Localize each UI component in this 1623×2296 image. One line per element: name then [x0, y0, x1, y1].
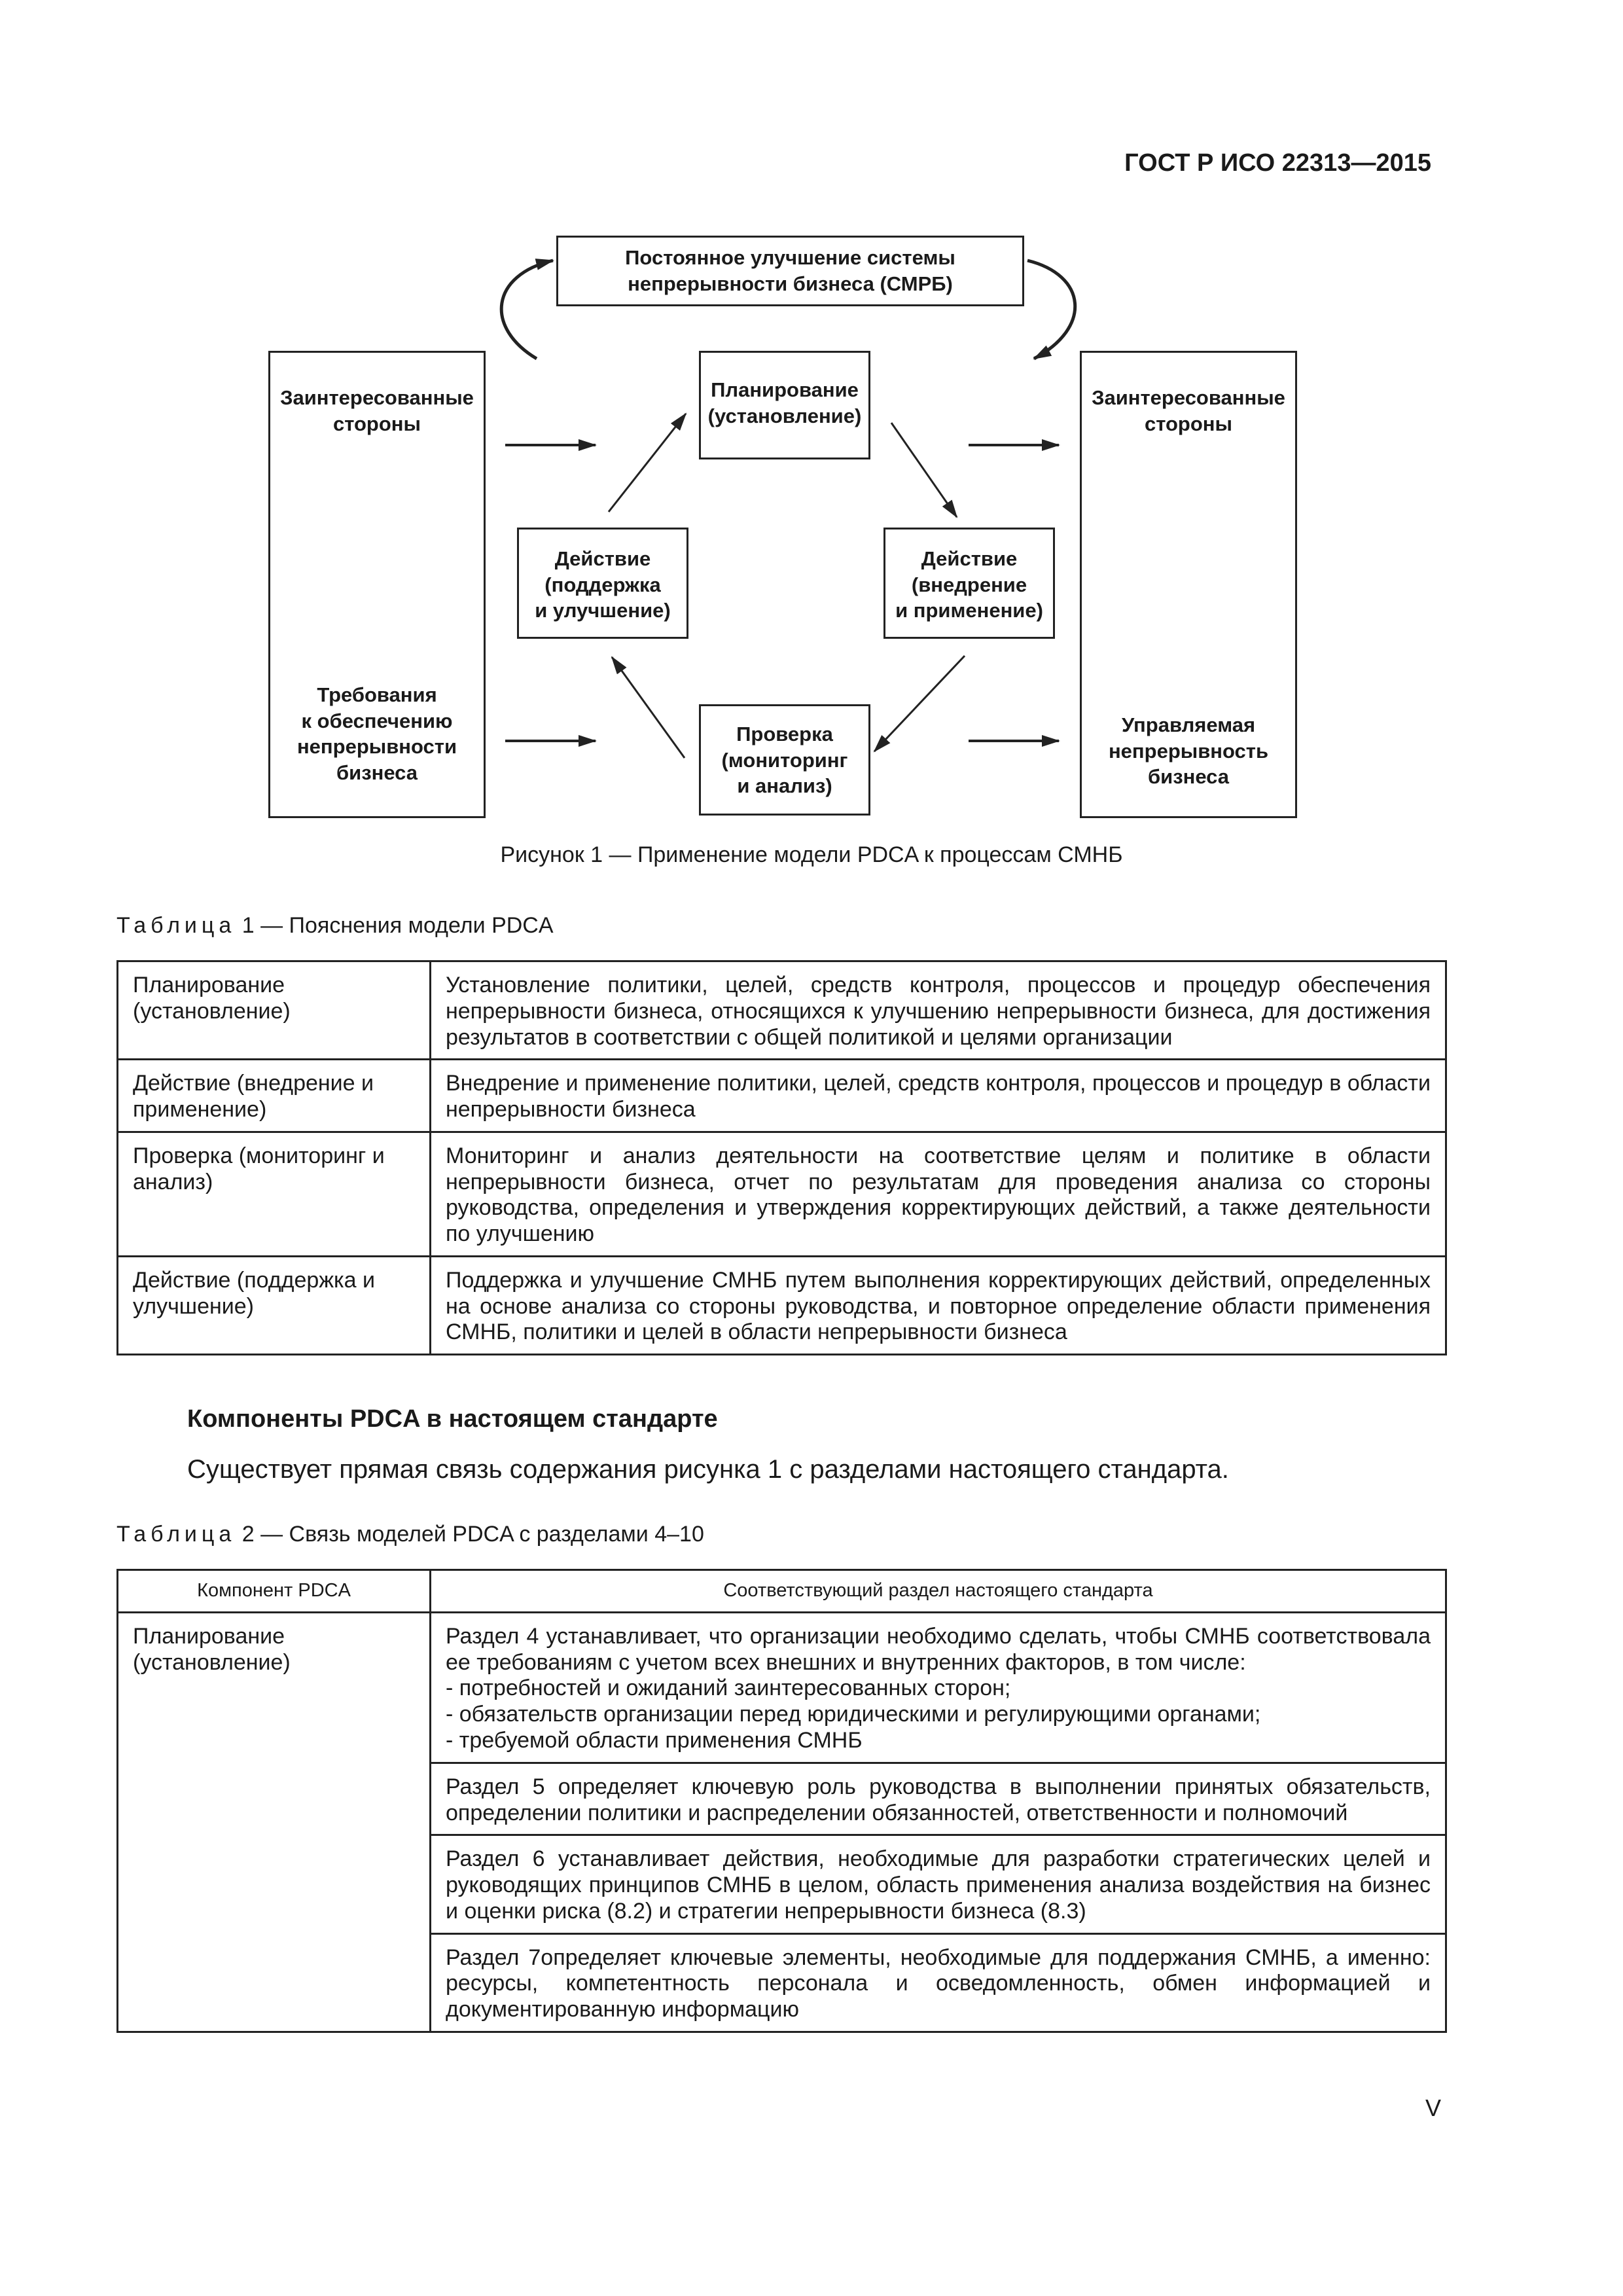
section-heading: Компоненты PDCA в настоящем стандарте: [187, 1405, 718, 1433]
table1-caption-prefix: Таблица: [116, 913, 236, 938]
list-item: - требуемой области применения СМНБ: [446, 1727, 863, 1753]
list-item: - потребностей и ожиданий заинтересованных сторон;: [446, 1676, 1011, 1701]
table1-caption: [116, 913, 554, 939]
table-row: [118, 1060, 1446, 1132]
document-code: ГОСТ Р ИСО 22313—2015: [1124, 149, 1431, 177]
do-label: Действие (внедрение и применение): [895, 547, 1043, 622]
table-row: [118, 1256, 1446, 1354]
table2-col2-header: Соответствующий раздел настоящего стандарта: [431, 1570, 1446, 1613]
table2-row4-cell: Раздел 7определяет ключевые элементы, необходимые для поддержания СМНБ, а именно: ресурсы, компетентность персонала и осведомленность, обмен информацией и документированную информацию: [431, 1933, 1446, 2032]
table2-caption-prefix: Таблица: [116, 1522, 236, 1547]
improvement-label: Постоянное улучшение системы непрерывности бизнеса (СМРБ): [625, 246, 955, 295]
left-top-label: Заинтересованные стороны: [280, 386, 474, 435]
act-label: Действие (поддержка и улучшение): [535, 547, 671, 622]
arrow-do-to-check: [874, 656, 965, 751]
arrow-check-to-act: [612, 657, 685, 758]
table-row: [118, 1132, 1446, 1256]
table1-term: Действие (поддержка и улучшение): [118, 1256, 431, 1354]
figure-caption: Рисунок 1 — Применение модели PDCA к процессам СМНБ: [500, 842, 1123, 867]
table1-term: Планирование (установление): [118, 961, 431, 1060]
plan-label: Планирование (установление): [707, 378, 862, 427]
table1-term: Проверка (мониторинг и анализ): [118, 1132, 431, 1256]
table-row: [118, 1612, 1446, 1763]
table1-desc: Установление политики, целей, средств контроля, процессов и процедур обеспечения непрерывности бизнеса, относящихся к улучшению непрерывности бизнеса, для достижения результатов в соответствии с общей политикой и целями организации: [431, 961, 1446, 1060]
table2-col1-header: Компонент PDCA: [118, 1570, 431, 1613]
table2-component: Планирование (установление): [118, 1612, 431, 2032]
table1: [116, 960, 1447, 1355]
table1-desc: Мониторинг и анализ деятельности на соответствие целям и политике в области непрерывности бизнеса, отчет по результатам для проведения анализа со стороны руководства, определения и утверждения корректирующих действий, а также деятельности по улучшению: [431, 1132, 1446, 1256]
left-bottom-label: Требования к обеспечению непрерывности бизнеса: [296, 683, 457, 785]
list-item: - обязательств организации перед юридическими и регулирующими органами;: [446, 1702, 1261, 1727]
table2-caption-rest: 2 — Связь моделей PDCA с разделами 4–10: [236, 1522, 704, 1547]
table2: [116, 1569, 1447, 2033]
page-number: V: [1425, 2094, 1441, 2121]
pdca-diagram: [0, 0, 1623, 851]
table2-caption: [116, 1522, 704, 1547]
table2-row2-cell: Раздел 5 определяет ключевую роль руководства в выполнении принятых обязательств, определении политики и распределении обязанностей, ответственности и полномочий: [431, 1763, 1446, 1835]
table2-row3-cell: Раздел 6 устанавливает действия, необходимые для разработки стратегических целей и руководящих принципов СМНБ в целом, область применения анализа воздействия на бизнес и оценки риска (8.2) и стратегии непрерывности бизнеса (8.3): [431, 1835, 1446, 1933]
curved-arrow-right: [1027, 260, 1075, 359]
table1-desc: Внедрение и применение политики, целей, средств контроля, процессов и процедур в области непрерывности бизнеса: [431, 1060, 1446, 1132]
table1-caption-rest: 1 — Пояснения модели PDCA: [236, 913, 554, 938]
right-top-label: Заинтересованные стороны: [1092, 386, 1285, 435]
table2-row1-cell: [431, 1612, 1446, 1763]
section-paragraph: Существует прямая связь содержания рисунка 1 с разделами настоящего стандарта.: [187, 1455, 1229, 1484]
check-label: Проверка (мониторинг и анализ): [721, 723, 848, 798]
table1-term: Действие (внедрение и применение): [118, 1060, 431, 1132]
right-bottom-label: Управляемая непрерывность бизнеса: [1108, 713, 1269, 789]
curved-arrow-left: [501, 260, 553, 359]
arrow-plan-to-do: [891, 423, 957, 517]
table-row: [118, 961, 1446, 1060]
arrow-act-to-plan: [609, 414, 686, 512]
table1-desc: Поддержка и улучшение СМНБ путем выполнения корректирующих действий, определенных на основе анализа со стороны руководства, и повторное определение области применения СМНБ, политики и целей в области непрерывности бизнеса: [431, 1256, 1446, 1354]
table-header-row: [118, 1570, 1446, 1613]
table2-row1-intro: Раздел 4 устанавливает, что организации необходимо сделать, чтобы СМНБ соответствовала ее требованиям с учетом всех внешних и внутренних факторов, в том числе:: [446, 1623, 1431, 1675]
